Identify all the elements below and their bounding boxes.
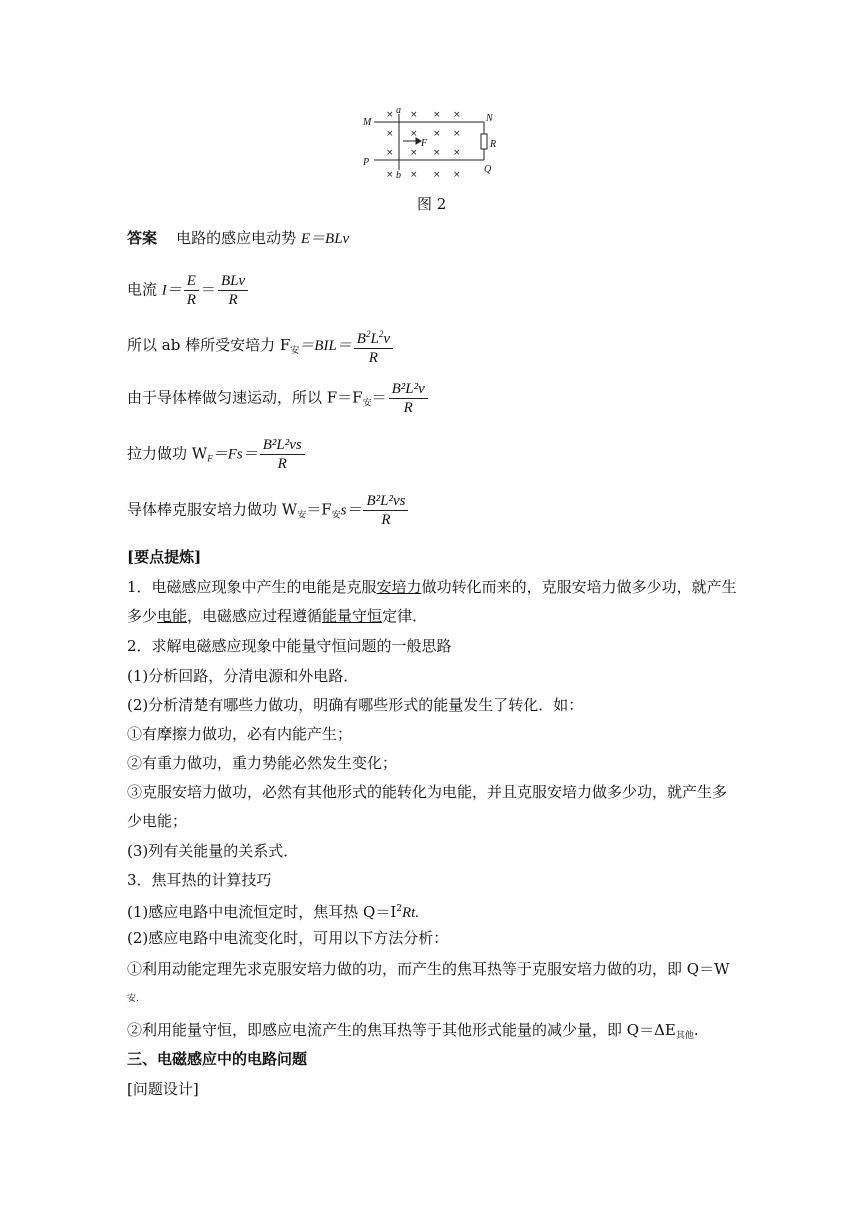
answer-line-4: 由于导体棒做匀速运动，所以 $F=F_安=$ $\frac{\text{B²L²v}}{R}$ <box>127 380 430 417</box>
key-points-heading: [要点提炼] <box>127 548 202 566</box>
answer-line-5: 拉力做功 $W_F=Fs=$ $\frac{\text{B²L²vs}}{R}$ <box>127 436 307 473</box>
svg-text:×: × <box>386 148 394 158</box>
fraction-force: $\frac{B^2L^2v}{R}$ <box>354 325 393 367</box>
svg-text:×: × <box>433 148 441 158</box>
point-3-case-1-b: 安. <box>127 994 139 1004</box>
fraction-E-over-R: $\frac{E}{R}$ <box>184 272 199 309</box>
point-2-case-2: ②有重力做功，重力势能必然发生变化； <box>127 754 398 772</box>
point-2-case-1: ①有摩擦力做功，必有内能产生； <box>127 725 353 743</box>
section-subtitle: [问题设计] <box>127 1080 199 1098</box>
answer-line-3: 所以 ab 棒所受安培力 $F_安=BIL=$ $\frac{B^2L^2v}{R}$ <box>127 325 395 367</box>
label-a: a <box>396 105 401 116</box>
point-2-step-2: (2)分析清楚有哪些力做功，明确有哪些形式的能量发生了转化．如： <box>127 696 584 714</box>
svg-text:×: × <box>410 148 418 158</box>
point-2-case-3-b: 少电能； <box>127 812 188 830</box>
answer-line-2: 电流 I＝ $\frac{E}{R}$ ＝ $\frac{\text{BLv}}{R}$ <box>127 272 250 309</box>
label-N: N <box>486 113 493 124</box>
svg-text:×: × <box>410 170 418 180</box>
point-1-line-1: 1．电磁感应现象中产生的电能是克服安培力做功转化而来的，克服安培力做多少功，就产生 <box>127 578 737 596</box>
svg-text:×: × <box>386 170 394 180</box>
point-3-title: 3．焦耳热的计算技巧 <box>127 871 272 889</box>
label-F: F <box>421 138 428 149</box>
label-b: b <box>396 170 401 181</box>
svg-text:×: × <box>433 170 441 180</box>
point-1-line-2: 多少电能，电磁感应过程遵循能量守恒定律． <box>127 607 428 625</box>
svg-text:×: × <box>453 170 461 180</box>
answer-label: 答案 <box>127 229 158 247</box>
point-2-step-1: (1)分析回路，分清电源和外电路． <box>127 667 359 685</box>
fraction-force-2: $\frac{\text{B²L²v}}{R}$ <box>389 380 428 417</box>
svg-text:×: × <box>386 129 394 139</box>
fraction-BLv-over-R: $\frac{\text{BLv}}{R}$ <box>218 272 248 309</box>
point-2-case-3-a: ③克服安培力做功，必然有其他形式的能转化为电能，并且克服安培力做多少功，就产生多 <box>127 783 728 801</box>
circuit-figure <box>360 105 500 183</box>
point-3-case-2: ②利用能量守恒，即感应电流产生的焦耳热等于其他形式能量的减少量，即 $Q=\Delta E_{其他}$. <box>127 1021 699 1041</box>
label-P: P <box>363 157 370 168</box>
point-3-step-1: (1)感应电路中电流恒定时，焦耳热 $Q=I^2Rt$. <box>127 903 420 921</box>
svg-text:×: × <box>453 148 461 158</box>
fraction-work: $\frac{\text{B²L²vs}}{R}$ <box>260 436 305 473</box>
svg-text:×: × <box>433 129 441 139</box>
svg-text:×: × <box>433 110 441 120</box>
point-2-step-3: (3)列有关能量的关系式． <box>127 842 299 860</box>
section-title: 三、电磁感应中的电路问题 <box>127 1050 308 1068</box>
label-M: M <box>363 117 372 128</box>
figure-caption: 图 2 <box>417 195 447 213</box>
answer-line-6: 导体棒克服安培力做功 $W_安=F_安s=$ $\frac{\text{B²L²vs}}{R}$ <box>127 492 410 529</box>
point-3-step-2: (2)感应电路中电流变化时，可用以下方法分析： <box>127 929 449 947</box>
answer-line-1: 答案 电路的感应电动势 E＝BLv <box>127 229 350 247</box>
point-3-case-1-a: ①利用动能定理先求克服安培力做的功，而产生的焦耳热等于克服安培力做的功，即 Q＝W <box>127 960 730 978</box>
svg-text:×: × <box>410 129 418 139</box>
svg-text:×: × <box>453 129 461 139</box>
svg-text:×: × <box>453 110 461 120</box>
point-2-title: 2．求解电磁感应现象中能量守恒问题的一般思路 <box>127 637 452 655</box>
label-Q: Q <box>484 164 492 175</box>
label-R: R <box>490 139 497 150</box>
field-cross: × <box>386 110 394 120</box>
fraction-work-2: $\frac{\text{B²L²vs}}{R}$ <box>363 492 408 529</box>
svg-text:×: × <box>410 110 418 120</box>
